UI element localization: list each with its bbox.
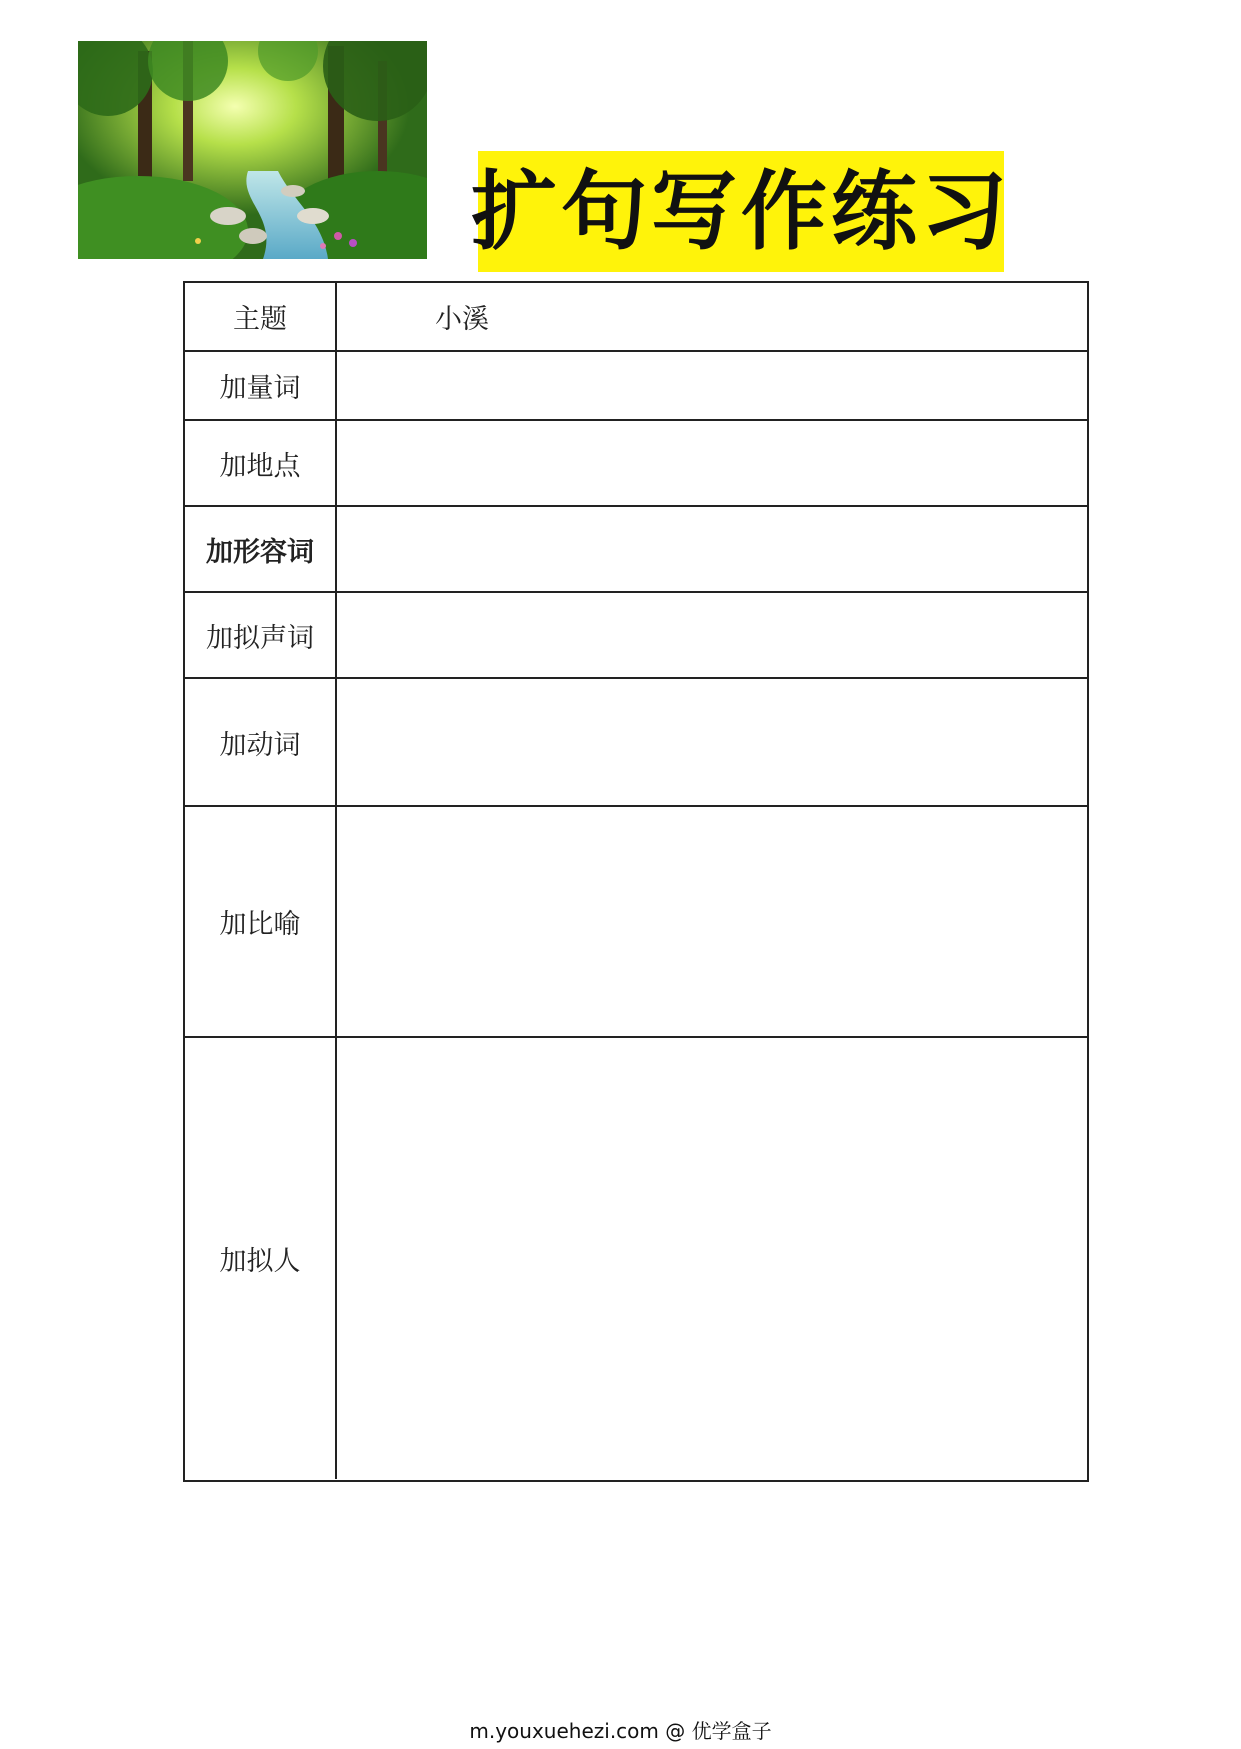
row-answer-field[interactable] bbox=[337, 593, 1087, 677]
table-row-location bbox=[185, 421, 1087, 507]
table-row-verb bbox=[185, 679, 1087, 807]
table-row-metaphor bbox=[185, 807, 1087, 1038]
table-row-onomatopoeia bbox=[185, 593, 1087, 679]
table-row-adjective bbox=[185, 507, 1087, 593]
table-row-measure-word bbox=[185, 352, 1087, 421]
row-answer-field[interactable] bbox=[337, 421, 1087, 505]
title-banner bbox=[471, 151, 1011, 272]
table-row-topic bbox=[185, 283, 1087, 352]
row-label: 加拟声词 bbox=[185, 593, 337, 677]
row-answer-field[interactable] bbox=[337, 679, 1087, 805]
forest-stream-image bbox=[78, 41, 427, 259]
row-label: 加形容词 bbox=[185, 507, 337, 591]
page-title: 扩句写作练习 bbox=[471, 161, 1011, 262]
row-label: 加量词 bbox=[185, 352, 337, 419]
row-label: 加比喻 bbox=[185, 807, 337, 1036]
row-answer-field[interactable] bbox=[337, 807, 1087, 1036]
row-answer-field[interactable] bbox=[337, 1038, 1087, 1479]
row-label: 加动词 bbox=[185, 679, 337, 805]
table-row-personification bbox=[185, 1038, 1087, 1479]
row-label: 主题 bbox=[185, 283, 337, 350]
forest-stream-illustration bbox=[78, 41, 427, 259]
worksheet-table bbox=[183, 281, 1089, 1482]
row-answer-field[interactable]: 小溪 bbox=[435, 304, 489, 335]
footer-watermark: m.youxuehezi.com @ 优学盒子 bbox=[469, 1719, 772, 1743]
row-answer-field[interactable] bbox=[337, 352, 1087, 419]
row-label: 加拟人 bbox=[185, 1038, 337, 1479]
row-answer-field[interactable] bbox=[337, 507, 1087, 591]
row-label: 加地点 bbox=[185, 421, 337, 505]
